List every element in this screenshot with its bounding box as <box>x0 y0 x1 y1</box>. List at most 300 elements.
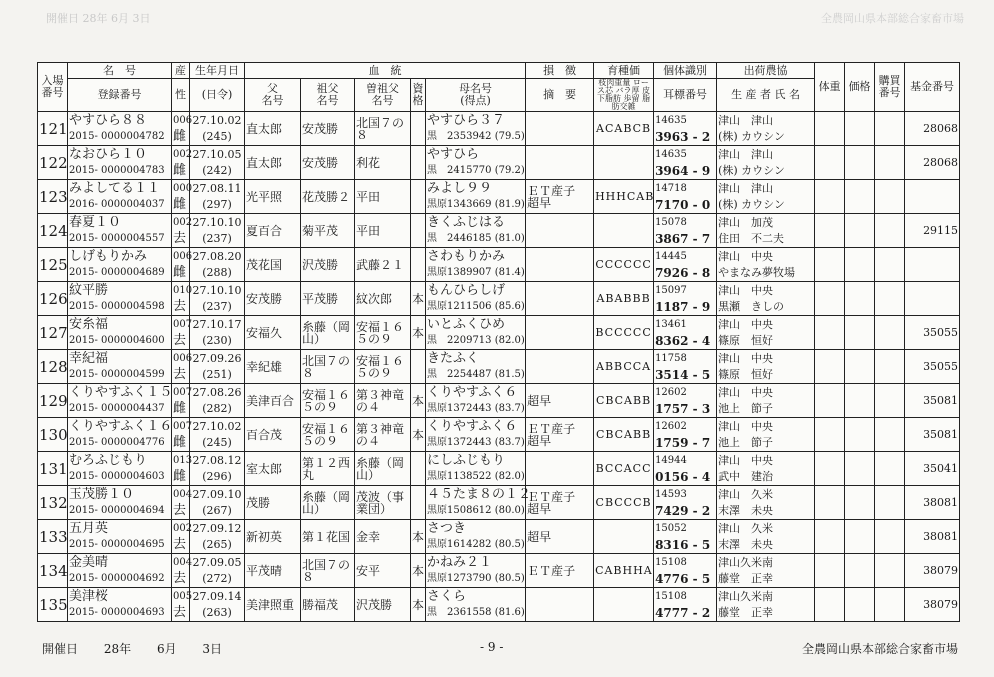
name-cell <box>68 554 172 588</box>
mother-cell <box>426 180 526 214</box>
sex: 去 <box>173 604 187 620</box>
ear-tag-cell <box>654 112 717 146</box>
ear-tag-prefix: 13461 <box>655 318 687 330</box>
sex: 雌 <box>173 196 187 212</box>
breeding-grade: BCCACC <box>594 452 654 486</box>
price-cell <box>845 282 875 316</box>
mother-name: くりやすふく６ <box>427 384 518 400</box>
price-cell <box>845 452 875 486</box>
birth-cell <box>190 384 245 418</box>
mother-cell <box>426 418 526 452</box>
grandfather-name: 北国７の８ <box>301 554 355 588</box>
birth-date: 27.08.11 <box>192 181 242 195</box>
great-grandfather-name: 武藤２１ <box>355 248 411 282</box>
remarks <box>526 214 594 248</box>
great-grandfather-name: 平田 <box>355 214 411 248</box>
ear-tag-prefix: 14593 <box>655 488 687 500</box>
table-row <box>38 384 960 418</box>
header-price: 価格 <box>845 63 875 112</box>
grandfather-name: 花茂勝２ <box>301 180 355 214</box>
age-days: (237) <box>202 299 232 313</box>
father-name: 直太郎 <box>245 112 301 146</box>
table-row <box>38 486 960 520</box>
fund-number: 28068 <box>905 146 960 180</box>
birth-date: 27.10.10 <box>192 283 242 297</box>
age-days: (242) <box>202 163 232 177</box>
mother-name: きたふく <box>427 350 480 366</box>
weight-cell <box>815 282 845 316</box>
qualification: 本 <box>411 588 426 622</box>
grandfather-name: 菊平茂 <box>301 214 355 248</box>
header-buyer: 購買番号 <box>875 63 905 112</box>
header-reg-no: 登録番号 <box>68 79 172 112</box>
sex-cell <box>172 248 193 282</box>
breeding-grade: BCCCCC <box>594 316 654 350</box>
buyer-cell <box>875 112 905 146</box>
producer-name: やまなみ夢牧場 <box>718 265 796 279</box>
price-cell <box>845 384 875 418</box>
table-row <box>38 588 960 622</box>
animal-name: くりやすふく１５ <box>69 384 173 400</box>
header-damage: 損 徴 <box>526 63 594 79</box>
great-grandfather-name: 第３神竜の４ <box>355 418 411 452</box>
producer-name: 藤堂 正幸 <box>718 571 774 585</box>
father-name: 新初英 <box>245 520 301 554</box>
cattle-auction-table <box>37 62 960 622</box>
producer-cell <box>717 554 815 588</box>
entry-number: 121 <box>38 112 68 146</box>
shipper-region: 津山 中央 <box>718 249 774 263</box>
breeding-grade <box>594 146 654 180</box>
ear-tag-prefix: 14718 <box>655 182 687 194</box>
entry-number: 124 <box>38 214 68 248</box>
mother-name: ４５たま８の１２ <box>427 486 532 502</box>
weight-cell <box>815 112 845 146</box>
ear-tag-cell <box>654 554 717 588</box>
fund-number <box>905 180 960 214</box>
producer-name: 篠原 恒好 <box>718 333 774 347</box>
entry-number: 133 <box>38 520 68 554</box>
entry-number: 126 <box>38 282 68 316</box>
grandfather-name: 安福１６５の９ <box>301 384 355 418</box>
animal-name: むろふじもり <box>69 452 148 468</box>
buyer-cell <box>875 520 905 554</box>
birth-date: 27.09.05 <box>192 555 242 569</box>
ear-tag-cell <box>654 248 717 282</box>
header-ear-tag: 個体識別 <box>654 63 717 79</box>
header-mother: 母名号 (得点) <box>426 79 526 112</box>
animal-name: 玉茂勝１０ <box>69 486 135 502</box>
ear-tag-cell <box>654 520 717 554</box>
header-qual: 資格 <box>411 79 426 112</box>
breeding-grade <box>594 520 654 554</box>
age-days: (267) <box>202 503 232 517</box>
ear-tag-prefix: 14445 <box>655 250 687 262</box>
great-grandfather-name: 沢茂勝 <box>355 588 411 622</box>
entry-number: 131 <box>38 452 68 486</box>
mother-cell <box>426 486 532 520</box>
header-sex: 性 <box>172 79 190 112</box>
sex-cell <box>172 180 193 214</box>
mother-cell <box>426 520 526 554</box>
birth-date: 27.08.26 <box>192 385 242 399</box>
mother-score: 黒原1372443 (83.7) <box>427 436 525 448</box>
great-grandfather-name: 金幸 <box>355 520 411 554</box>
registration-number: 2015- 0000004689 <box>69 266 165 278</box>
qualification <box>411 248 426 282</box>
entry-number: 128 <box>38 350 68 384</box>
weight-cell <box>815 554 845 588</box>
mother-name: きくふじはる <box>427 214 506 230</box>
shipper-region: 津山 中央 <box>718 283 774 297</box>
mother-cell <box>426 214 526 248</box>
ear-tag-cell <box>654 180 717 214</box>
sex-cell <box>172 282 193 316</box>
producer-name: 住田 不二夫 <box>718 231 785 245</box>
remarks <box>526 452 594 486</box>
mother-name: さくら <box>427 588 467 604</box>
ear-tag-cell <box>654 588 717 622</box>
price-cell <box>845 486 875 520</box>
mother-cell <box>426 316 526 350</box>
age-days: (237) <box>202 231 232 245</box>
producer-cell <box>717 486 815 520</box>
mother-score: 黒 2361558 (81.6) <box>427 606 525 618</box>
father-name: 室太郎 <box>245 452 301 486</box>
table-row <box>38 316 960 350</box>
remarks: 超早 <box>526 520 594 554</box>
ear-tag-number: 3514 - 5 <box>655 367 711 382</box>
mother-name: にしふじもり <box>427 452 506 468</box>
name-cell <box>68 248 172 282</box>
ear-tag-prefix: 15108 <box>655 556 687 568</box>
qualification <box>411 214 426 248</box>
producer-name: 藤堂 正幸 <box>718 605 774 619</box>
birth-date: 27.09.14 <box>192 589 242 603</box>
ear-tag-number: 7170 - 0 <box>655 197 711 212</box>
sex: 去 <box>173 366 187 382</box>
breeding-grade: CBCABB <box>594 418 654 452</box>
price-cell <box>845 146 875 180</box>
header-name: 名 号 <box>68 63 172 79</box>
parity: 007 <box>173 386 193 398</box>
age-days: (288) <box>202 265 232 279</box>
registration-number: 2015- 0000004557 <box>69 232 165 244</box>
producer-cell <box>717 146 815 180</box>
producer-cell <box>717 248 815 282</box>
producer-name: 池上 節子 <box>718 435 774 449</box>
age-days: (251) <box>202 367 232 381</box>
ear-tag-number: 3963 - 2 <box>655 129 711 144</box>
sex-cell <box>172 554 193 588</box>
sex: 去 <box>173 536 187 552</box>
sex-cell <box>172 112 193 146</box>
entry-number: 122 <box>38 146 68 180</box>
ear-tag-prefix: 14635 <box>655 114 687 126</box>
mother-name: いとふくひめ <box>427 316 506 332</box>
ear-tag-number: 1187 - 9 <box>655 299 711 314</box>
price-cell <box>845 180 875 214</box>
parity: 005 <box>173 590 193 602</box>
age-days: (230) <box>202 333 232 347</box>
fund-number: 35055 <box>905 350 960 384</box>
ear-tag-number: 4776 - 5 <box>655 571 711 586</box>
entry-number: 134 <box>38 554 68 588</box>
birth-cell <box>190 146 245 180</box>
sex-cell <box>172 452 193 486</box>
animal-name: 紋平勝 <box>69 282 109 298</box>
ear-tag-number: 4777 - 2 <box>655 605 711 620</box>
fund-number: 35055 <box>905 316 960 350</box>
grandfather-name: 糸藤（岡山） <box>301 316 355 350</box>
qualification <box>411 146 426 180</box>
mother-score: 黒原1389907 (81.4) <box>427 266 525 278</box>
table-row <box>38 554 960 588</box>
mother-score: 黒原1211506 (85.6) <box>427 300 525 312</box>
buyer-cell <box>875 452 905 486</box>
table-row <box>38 112 960 146</box>
producer-cell <box>717 350 815 384</box>
shipper-region: 津山 中央 <box>718 419 774 433</box>
fund-number: 29115 <box>905 214 960 248</box>
mother-name: やすひら３７ <box>427 112 506 128</box>
fund-number: 35081 <box>905 384 960 418</box>
producer-cell <box>717 418 815 452</box>
name-cell <box>68 418 172 452</box>
remarks: 超早 <box>526 384 594 418</box>
page-number: - 9 - <box>480 640 504 654</box>
buyer-cell <box>875 486 905 520</box>
mother-cell <box>426 248 526 282</box>
name-cell <box>68 112 172 146</box>
table-row <box>38 248 960 282</box>
name-cell <box>68 316 172 350</box>
name-cell <box>68 282 172 316</box>
qualification <box>411 112 426 146</box>
remarks: ＥＴ産子 超早 <box>526 418 594 452</box>
registration-number: 2015- 0000004437 <box>69 402 165 414</box>
shipper-region: 津山 中央 <box>718 453 774 467</box>
grandfather-name: 平茂勝 <box>301 282 355 316</box>
sex: 去 <box>173 570 187 586</box>
ear-tag-number: 8362 - 4 <box>655 333 711 348</box>
father-name: 平茂晴 <box>245 554 301 588</box>
table-row <box>38 146 960 180</box>
producer-name: 末澤 未央 <box>718 537 774 551</box>
shipper-region: 津山 久米 <box>718 487 774 501</box>
weight-cell <box>815 146 845 180</box>
qualification <box>411 350 426 384</box>
grandfather-name: 第１花国 <box>301 520 355 554</box>
mother-cell <box>426 282 526 316</box>
mother-score: 黒 2415770 (79.2) <box>427 164 525 176</box>
price-cell <box>845 350 875 384</box>
birth-date: 27.10.02 <box>192 113 242 127</box>
price-cell <box>845 588 875 622</box>
producer-cell <box>717 214 815 248</box>
shipper-region: 津山 加茂 <box>718 215 774 229</box>
mother-score: 黒原1372443 (83.7) <box>427 402 525 414</box>
birth-cell <box>190 282 245 316</box>
weight-cell <box>815 418 845 452</box>
animal-name: くりやすふく１６ <box>69 418 173 434</box>
buyer-cell <box>875 316 905 350</box>
producer-cell <box>717 588 815 622</box>
entry-number: 135 <box>38 588 68 622</box>
price-cell <box>845 418 875 452</box>
parity: 006 <box>173 114 193 126</box>
producer-name: 武中 建治 <box>718 469 774 483</box>
mother-cell <box>426 112 526 146</box>
name-cell <box>68 452 172 486</box>
producer-name: (株) カウシン <box>718 197 785 211</box>
age-days: (297) <box>202 197 232 211</box>
header-breeding-sub: 枝肉重量 ロース芯 バラ厚 皮下脂肪 歩留 脂肪交雑 <box>594 79 654 112</box>
father-name: 美津百合 <box>245 384 301 418</box>
qualification: 本 <box>411 384 426 418</box>
name-cell <box>68 146 172 180</box>
breeding-grade: ACABCB <box>594 112 654 146</box>
producer-cell <box>717 316 815 350</box>
producer-name: 篠原 恒好 <box>718 367 774 381</box>
father-name: 茂花国 <box>245 248 301 282</box>
footer-organization: 全農岡山県本部総合家畜市場 <box>801 642 958 656</box>
great-grandfather-name: 北国７の８ <box>355 112 411 146</box>
birth-date: 27.09.10 <box>192 487 242 501</box>
table-row <box>38 282 960 316</box>
ear-tag-cell <box>654 486 717 520</box>
registration-number: 2015- 0000004692 <box>69 572 165 584</box>
parity: 002 <box>173 216 193 228</box>
breeding-grade: CBCABB <box>594 384 654 418</box>
qualification <box>411 180 426 214</box>
grandfather-name: 安茂勝 <box>301 146 355 180</box>
grandfather-name: 沢茂勝 <box>301 248 355 282</box>
weight-cell <box>815 588 845 622</box>
great-grandfather-name: 紋次郎 <box>355 282 411 316</box>
mother-name: さつき <box>427 520 467 536</box>
animal-name: みよしてる１１ <box>69 180 161 196</box>
entry-number: 123 <box>38 180 68 214</box>
parity: 007 <box>173 420 193 432</box>
header-weight: 体重 <box>815 63 845 112</box>
sex-cell <box>172 520 193 554</box>
remarks <box>526 282 594 316</box>
registration-number: 2015- 0000004694 <box>69 504 165 516</box>
ear-tag-cell <box>654 452 717 486</box>
birth-date: 27.08.12 <box>192 453 242 467</box>
ear-tag-cell <box>654 282 717 316</box>
sex-cell <box>172 214 193 248</box>
mother-score: 黒 2254487 (81.5) <box>427 368 525 380</box>
animal-name: 幸紀福 <box>69 350 109 366</box>
birth-cell <box>190 180 245 214</box>
qualification <box>411 486 426 520</box>
weight-cell <box>815 350 845 384</box>
header-age: (日令) <box>190 79 245 112</box>
buyer-cell <box>875 282 905 316</box>
great-grandfather-name: 安平 <box>355 554 411 588</box>
header-ear-tag-sub: 耳標番号 <box>654 79 717 112</box>
mother-name: くりやすふく６ <box>427 418 518 434</box>
birth-date: 27.10.10 <box>192 215 242 229</box>
weight-cell <box>815 384 845 418</box>
great-grandfather-name: 安福１６５の９ <box>355 350 411 384</box>
sex-cell <box>172 350 193 384</box>
price-cell <box>845 520 875 554</box>
table-row <box>38 418 960 452</box>
header-sex-top: 産 <box>172 63 190 79</box>
registration-number: 2015- 0000004600 <box>69 334 165 346</box>
ear-tag-number: 3867 - 7 <box>655 231 711 246</box>
buyer-cell <box>875 554 905 588</box>
ear-tag-prefix: 14944 <box>655 454 687 466</box>
mother-cell <box>426 452 526 486</box>
buyer-cell <box>875 248 905 282</box>
weight-cell <box>815 180 845 214</box>
producer-cell <box>717 282 815 316</box>
registration-number: 2015- 0000004776 <box>69 436 165 448</box>
ear-tag-prefix: 15078 <box>655 216 687 228</box>
qualification: 本 <box>411 316 426 350</box>
entry-number: 129 <box>38 384 68 418</box>
name-cell <box>68 520 172 554</box>
remarks <box>526 588 594 622</box>
buyer-cell <box>875 350 905 384</box>
ear-tag-cell <box>654 214 717 248</box>
mother-name: さわもりかみ <box>427 248 506 264</box>
breeding-grade: ABBCCA <box>594 350 654 384</box>
breeding-grade: ABABBB <box>594 282 654 316</box>
fund-number <box>905 248 960 282</box>
birth-cell <box>190 588 245 622</box>
weight-cell <box>815 214 845 248</box>
shipper-region: 津山 津山 <box>718 181 774 195</box>
father-name: 茂勝 <box>245 486 301 520</box>
registration-number: 2015- 0000004598 <box>69 300 165 312</box>
shipper-region: 津山 津山 <box>718 147 774 161</box>
great-grandfather-name: 安福１６５の９ <box>355 316 411 350</box>
father-name: 夏百合 <box>245 214 301 248</box>
remarks <box>526 350 594 384</box>
header-entry-no: 入場番号 <box>38 63 68 112</box>
animal-name: 五月英 <box>69 520 109 536</box>
birth-date: 27.08.20 <box>192 249 242 263</box>
ear-tag-number: 1759 - 7 <box>655 435 711 450</box>
age-days: (245) <box>202 435 232 449</box>
header-producer: 生 産 者 氏 名 <box>717 79 815 112</box>
shipper-region: 津山 津山 <box>718 113 774 127</box>
sex: 去 <box>173 298 187 314</box>
sex: 雌 <box>173 434 187 450</box>
fund-number <box>905 282 960 316</box>
mother-name: かねみ２１ <box>427 554 493 570</box>
buyer-cell <box>875 384 905 418</box>
grandfather-name: 安福１６５の９ <box>301 418 355 452</box>
birth-cell <box>190 214 245 248</box>
sex: 雌 <box>173 468 187 484</box>
fund-number: 38079 <box>905 588 960 622</box>
birth-cell <box>190 452 245 486</box>
parity: 002 <box>173 522 193 534</box>
father-name: 安福久 <box>245 316 301 350</box>
footer-date <box>42 640 244 657</box>
mother-score: 黒原1343669 (81.9) <box>427 198 525 210</box>
shipper-region: 津山久米南 <box>718 589 774 603</box>
sex-cell <box>172 146 193 180</box>
animal-name: 安糸福 <box>69 316 109 332</box>
weight-cell <box>815 486 845 520</box>
